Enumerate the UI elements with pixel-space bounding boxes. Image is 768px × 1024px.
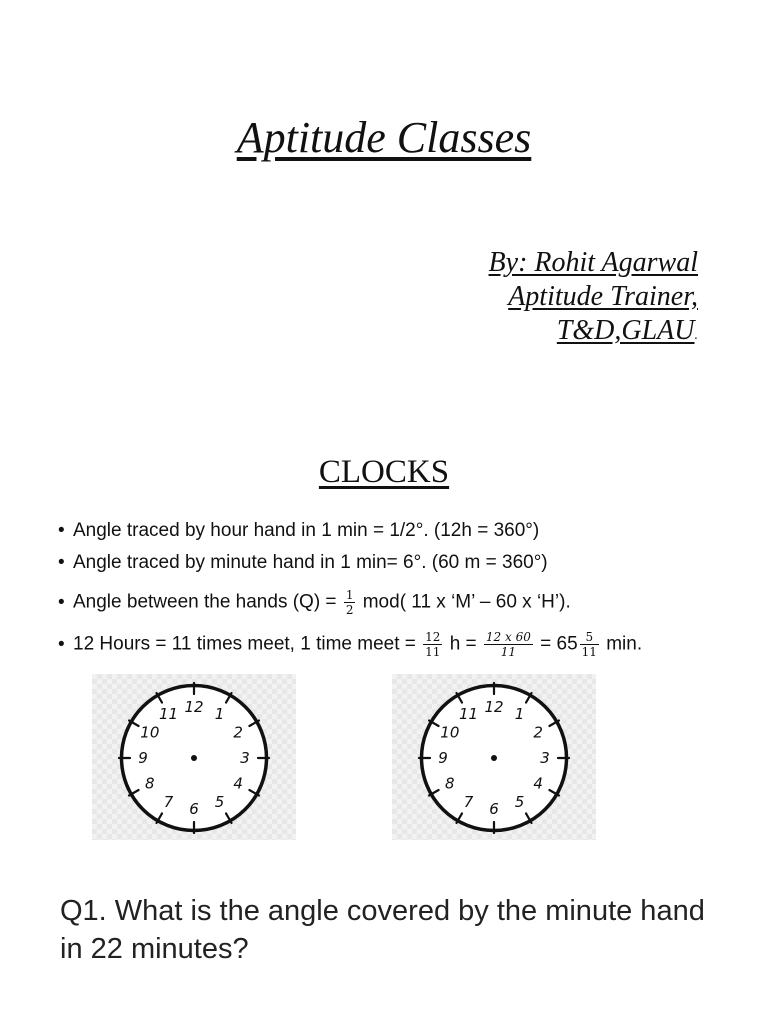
clock-image-left bbox=[92, 674, 296, 840]
clock-numeral: 2 bbox=[233, 723, 243, 742]
clock-numeral: 5 bbox=[214, 793, 225, 812]
bullet-text: h = bbox=[444, 633, 482, 655]
clock-face-icon bbox=[92, 674, 296, 840]
clock-numeral: 8 bbox=[145, 774, 155, 793]
bullet-icon: • bbox=[58, 520, 65, 541]
clock-numeral: 1 bbox=[514, 704, 525, 723]
question-text: Q1. What is the angle covered by the minute hand in 22 minutes? bbox=[60, 895, 705, 965]
clock-numeral: 5 bbox=[514, 793, 525, 812]
clock-numeral: 7 bbox=[163, 793, 174, 812]
clock-numeral: 12 bbox=[484, 698, 504, 716]
author-org: T&D,GLAU bbox=[556, 315, 695, 346]
author-role: Aptitude Trainer, bbox=[508, 281, 698, 312]
fraction-numerator: 5 bbox=[580, 630, 599, 645]
clock-image-right bbox=[392, 674, 596, 840]
page-title: Aptitude Classes bbox=[236, 113, 532, 162]
bullet-text: mod( 11 x ‘M’ – 60 x ‘H’). bbox=[357, 591, 571, 613]
clock-numeral: 7 bbox=[463, 793, 474, 812]
bullet-text: = 65 bbox=[534, 633, 578, 655]
clock-numeral: 10 bbox=[440, 723, 460, 742]
bullet-text: Angle between the hands (Q) = bbox=[73, 591, 342, 613]
list-item bbox=[58, 518, 539, 544]
bullet-text: Angle traced by minute hand in 1 min= 6°. (60 m = 360°) bbox=[73, 552, 548, 573]
clock-numeral: 9 bbox=[438, 749, 448, 767]
list-item bbox=[58, 630, 642, 659]
clock-numeral: 4 bbox=[233, 774, 243, 793]
list-item bbox=[58, 550, 548, 576]
clock-numeral: 10 bbox=[140, 723, 160, 742]
fraction-numerator: 12 bbox=[425, 630, 441, 644]
clock-numeral: 6 bbox=[189, 800, 199, 818]
clock-numeral: 4 bbox=[533, 774, 543, 793]
fraction bbox=[344, 588, 356, 617]
bullet-icon: • bbox=[58, 591, 65, 613]
fraction-numerator: 12 x 60 bbox=[485, 630, 531, 644]
author-byline bbox=[489, 246, 698, 353]
clock-numeral: 1 bbox=[214, 704, 225, 723]
center-dot bbox=[491, 755, 497, 761]
fraction-denominator: 11 bbox=[581, 645, 597, 659]
clock-face-icon bbox=[392, 674, 596, 840]
bullet-icon: • bbox=[58, 552, 65, 573]
fraction-numerator: 1 bbox=[345, 588, 354, 602]
bullet-text: min. bbox=[600, 633, 643, 655]
clock-numeral: 11 bbox=[158, 704, 179, 723]
clock-numeral: 3 bbox=[540, 749, 550, 767]
bullet-text: Angle traced by hour hand in 1 min = 1/2°. (12h = 360°) bbox=[73, 520, 540, 541]
center-dot bbox=[191, 755, 197, 761]
clock-numeral: 9 bbox=[138, 749, 148, 767]
fraction bbox=[423, 630, 442, 659]
fraction-denominator: 2 bbox=[345, 603, 354, 617]
fraction-denominator: 11 bbox=[500, 645, 517, 659]
clock-numeral: 11 bbox=[458, 704, 479, 723]
bullet-text: 12 Hours = 11 times meet, 1 time meet = bbox=[73, 633, 422, 655]
clock-numeral: 6 bbox=[489, 800, 499, 818]
fraction-denominator: 11 bbox=[425, 645, 441, 659]
clock-numeral: 8 bbox=[445, 774, 455, 793]
fraction bbox=[484, 630, 533, 659]
clock-numeral: 3 bbox=[240, 749, 250, 767]
section-title: CLOCKS bbox=[318, 454, 450, 490]
clock-numeral: 12 bbox=[184, 698, 204, 716]
author-name: By: Rohit Agarwal bbox=[488, 247, 698, 278]
fraction bbox=[580, 630, 599, 659]
author-org-dot: . bbox=[694, 328, 698, 343]
bullet-icon: • bbox=[58, 633, 65, 655]
list-item bbox=[58, 588, 571, 617]
clock-numeral: 2 bbox=[533, 723, 543, 742]
